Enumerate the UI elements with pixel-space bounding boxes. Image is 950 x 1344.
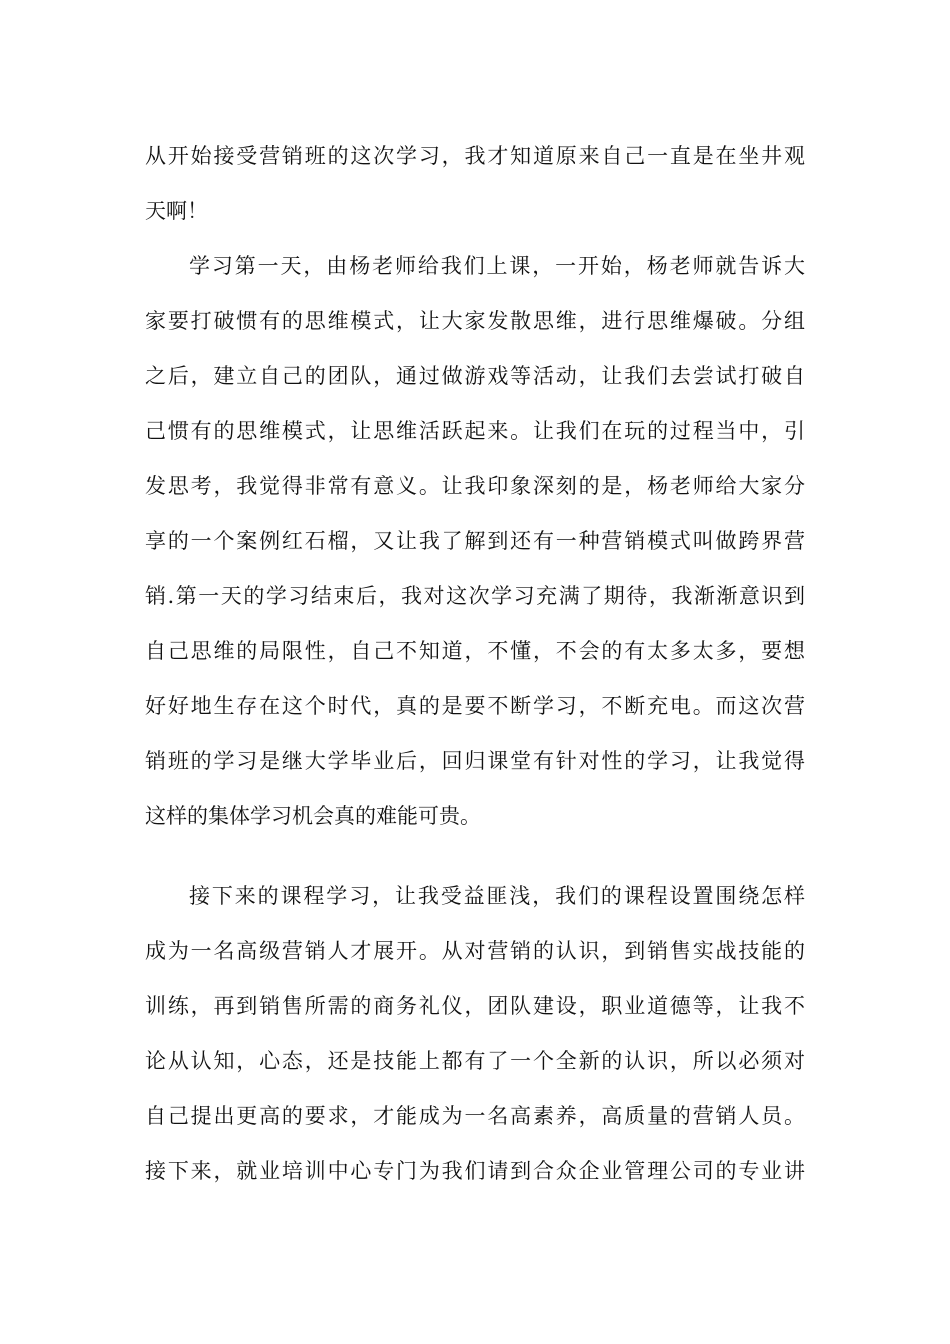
text-line: 享的一个案例红石榴，又让我了解到还有一种营销模式叫做跨界营 bbox=[145, 529, 805, 553]
text-line: 之后，建立自己的团队，通过做游戏等活动，让我们去尝试打破自 bbox=[145, 364, 805, 388]
paragraph-first-line: 学习第一天，由杨老师给我们上课，一开始，杨老师就告诉大 bbox=[189, 254, 805, 278]
text-line: 成为一名高级营销人才展开。从对营销的认识，到销售实战技能的 bbox=[145, 939, 805, 963]
text-line: 论从认知，心态，还是技能上都有了一个全新的认识，所以必须对 bbox=[145, 1049, 805, 1073]
text-line: 训练，再到销售所需的商务礼仪，团队建设，职业道德等，让我不 bbox=[145, 994, 805, 1018]
text-line: 天啊！ bbox=[145, 199, 208, 223]
text-line: 销班的学习是继大学毕业后，回归课堂有针对性的学习，让我觉得 bbox=[145, 749, 805, 773]
text-line: 好好地生存在这个时代，真的是要不断学习，不断充电。而这次营 bbox=[145, 694, 805, 718]
text-line: 己惯有的思维模式，让思维活跃起来。让我们在玩的过程当中，引 bbox=[145, 419, 805, 443]
text-line: 自己思维的局限性，自己不知道，不懂，不会的有太多太多，要想 bbox=[145, 639, 805, 663]
text-line: 自己提出更高的要求，才能成为一名高素养，高质量的营销人员。 bbox=[145, 1104, 805, 1128]
text-line: 接下来，就业培训中心专门为我们请到合众企业管理公司的专业讲 bbox=[145, 1159, 805, 1183]
text-line: 这样的集体学习机会真的难能可贵。 bbox=[145, 804, 481, 828]
text-line: 家要打破惯有的思维模式，让大家发散思维，进行思维爆破。分组 bbox=[145, 309, 805, 333]
text-line: 发思考，我觉得非常有意义。让我印象深刻的是，杨老师给大家分 bbox=[145, 474, 805, 498]
text-line: 销.第一天的学习结束后，我对这次学习充满了期待，我渐渐意识到 bbox=[145, 584, 805, 608]
text-line: 从开始接受营销班的这次学习，我才知道原来自己一直是在坐井观 bbox=[145, 144, 805, 168]
paragraph-first-line: 接下来的课程学习，让我受益匪浅，我们的课程设置围绕怎样 bbox=[189, 884, 805, 908]
